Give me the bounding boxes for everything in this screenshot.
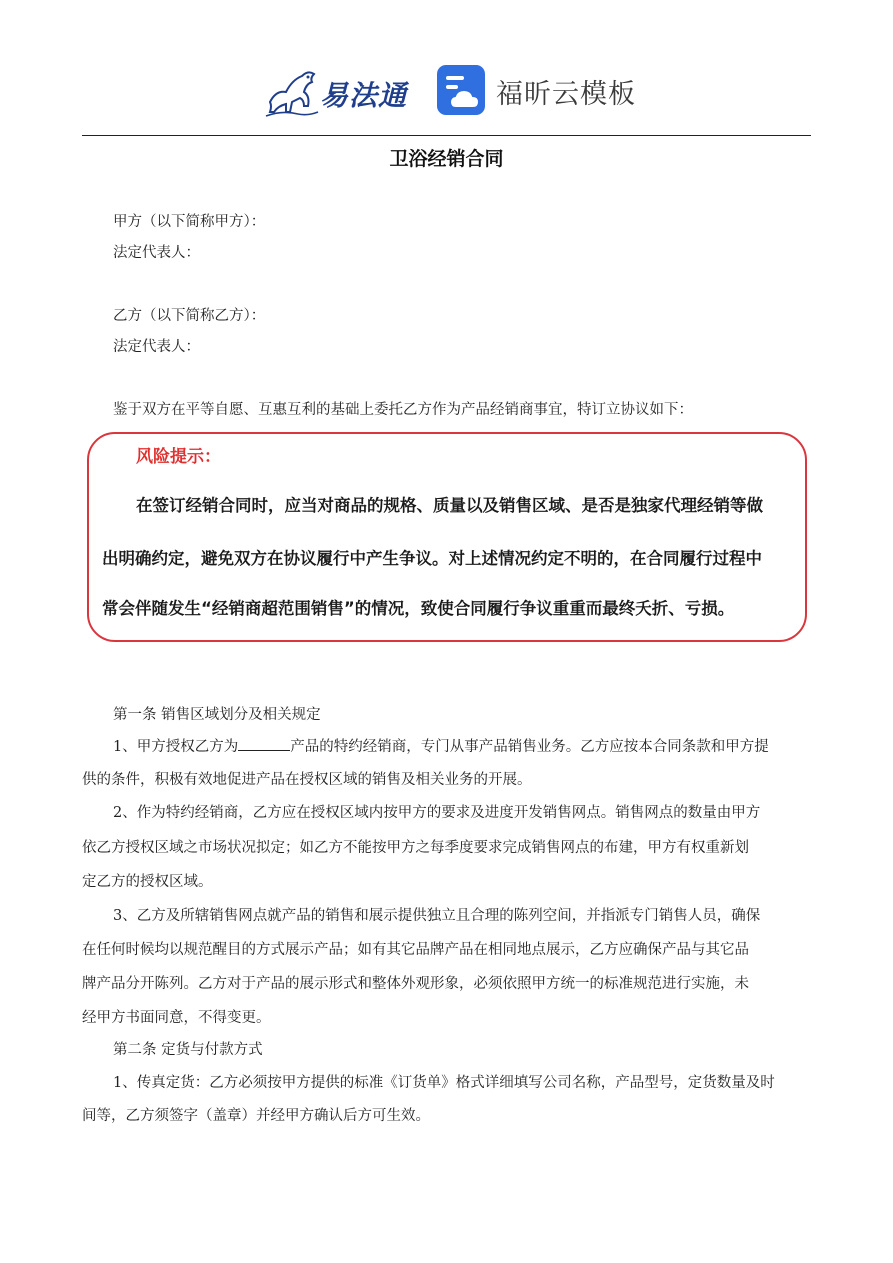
preamble: 鉴于双方在平等自愿、互惠互利的基础上委托乙方作为产品经销商事宜，特订立协议如下： xyxy=(113,402,693,418)
yifatong-logo xyxy=(262,62,412,120)
document-title: 卫浴经销合同 xyxy=(389,148,504,170)
clause-1-2-cont: 依乙方授权区域之市场状况拟定；如乙方不能按甲方之每季度要求完成销售网点的布建，甲方有权重新划 xyxy=(82,840,749,856)
foxit-template-logo-text: 福昕云模板 xyxy=(496,79,636,110)
risk-notice-line: 出明确约定，避免双方在协议履行中产生争议。对上述情况约定不明的，在合同履行过程中 xyxy=(102,549,762,568)
clause-1-3-cont: 牌产品分开陈列。乙方对于产品的展示形式和整体外观形象，必须依照甲方统一的标准规范进行实施，未 xyxy=(82,976,749,992)
clause-1-3-cont: 在任何时候均以规范醒目的方式展示产品；如有其它品牌产品在相同地点展示，乙方应确保产品与其它品 xyxy=(82,942,749,958)
clause-1-3-cont: 经甲方书面同意，不得变更。 xyxy=(82,1010,271,1026)
party-a-line: 甲方（以下简称甲方）： xyxy=(113,214,266,230)
clause-2-1-cont: 间等，乙方须签字（盖章）并经甲方确认后方可生效。 xyxy=(82,1108,430,1124)
clause-1-1 xyxy=(113,736,769,757)
header-divider xyxy=(82,135,811,136)
fill-in-blank xyxy=(238,736,290,751)
clause-1-2: 2、作为特约经销商，乙方应在授权区域内按甲方的要求及进度开发销售网点。销售网点的数量由甲方 xyxy=(113,805,761,821)
article-1-heading: 第一条 销售区域划分及相关规定 xyxy=(113,707,321,723)
party-b-rep-line: 法定代表人： xyxy=(113,339,200,355)
clause-1-1-suffix: 产品的特约经销商，专门从事产品销售业务。乙方应按本合同条款和甲方提 xyxy=(290,739,769,755)
header xyxy=(0,58,893,122)
clause-1-1-prefix: 1、甲方授权乙方为 xyxy=(113,739,239,755)
yifatong-logo-text: 易法通 xyxy=(320,79,408,112)
clause-1-3: 3、乙方及所辖销售网点就产品的销售和展示提供独立且合理的陈列空间，并指派专门销售人员，确保 xyxy=(113,908,761,924)
clause-1-1-cont: 供的条件，积极有效地促进产品在授权区域的销售及相关业务的开展。 xyxy=(82,772,532,788)
foxit-cloud-icon xyxy=(436,64,486,116)
party-b-line: 乙方（以下简称乙方）： xyxy=(113,308,266,324)
risk-notice-title: 风险提示： xyxy=(136,447,221,467)
article-2-heading: 第二条 定货与付款方式 xyxy=(113,1042,263,1058)
risk-notice-line: 常会伴随发生“经销商超范围销售”的情况，致使合同履行争议重重而最终夭折、亏损。 xyxy=(102,599,735,618)
clause-1-2-cont: 定乙方的授权区域。 xyxy=(82,874,213,890)
risk-notice-line: 在签订经销合同时，应当对商品的规格、质量以及销售区域、是否是独家代理经销等做 xyxy=(136,496,763,515)
qilin-emblem-icon xyxy=(262,62,322,120)
party-a-rep-line: 法定代表人： xyxy=(113,245,200,261)
clause-2-1: 1、传真定货：乙方必须按甲方提供的标准《订货单》格式详细填写公司名称，产品型号，定货数量及时 xyxy=(113,1075,775,1091)
